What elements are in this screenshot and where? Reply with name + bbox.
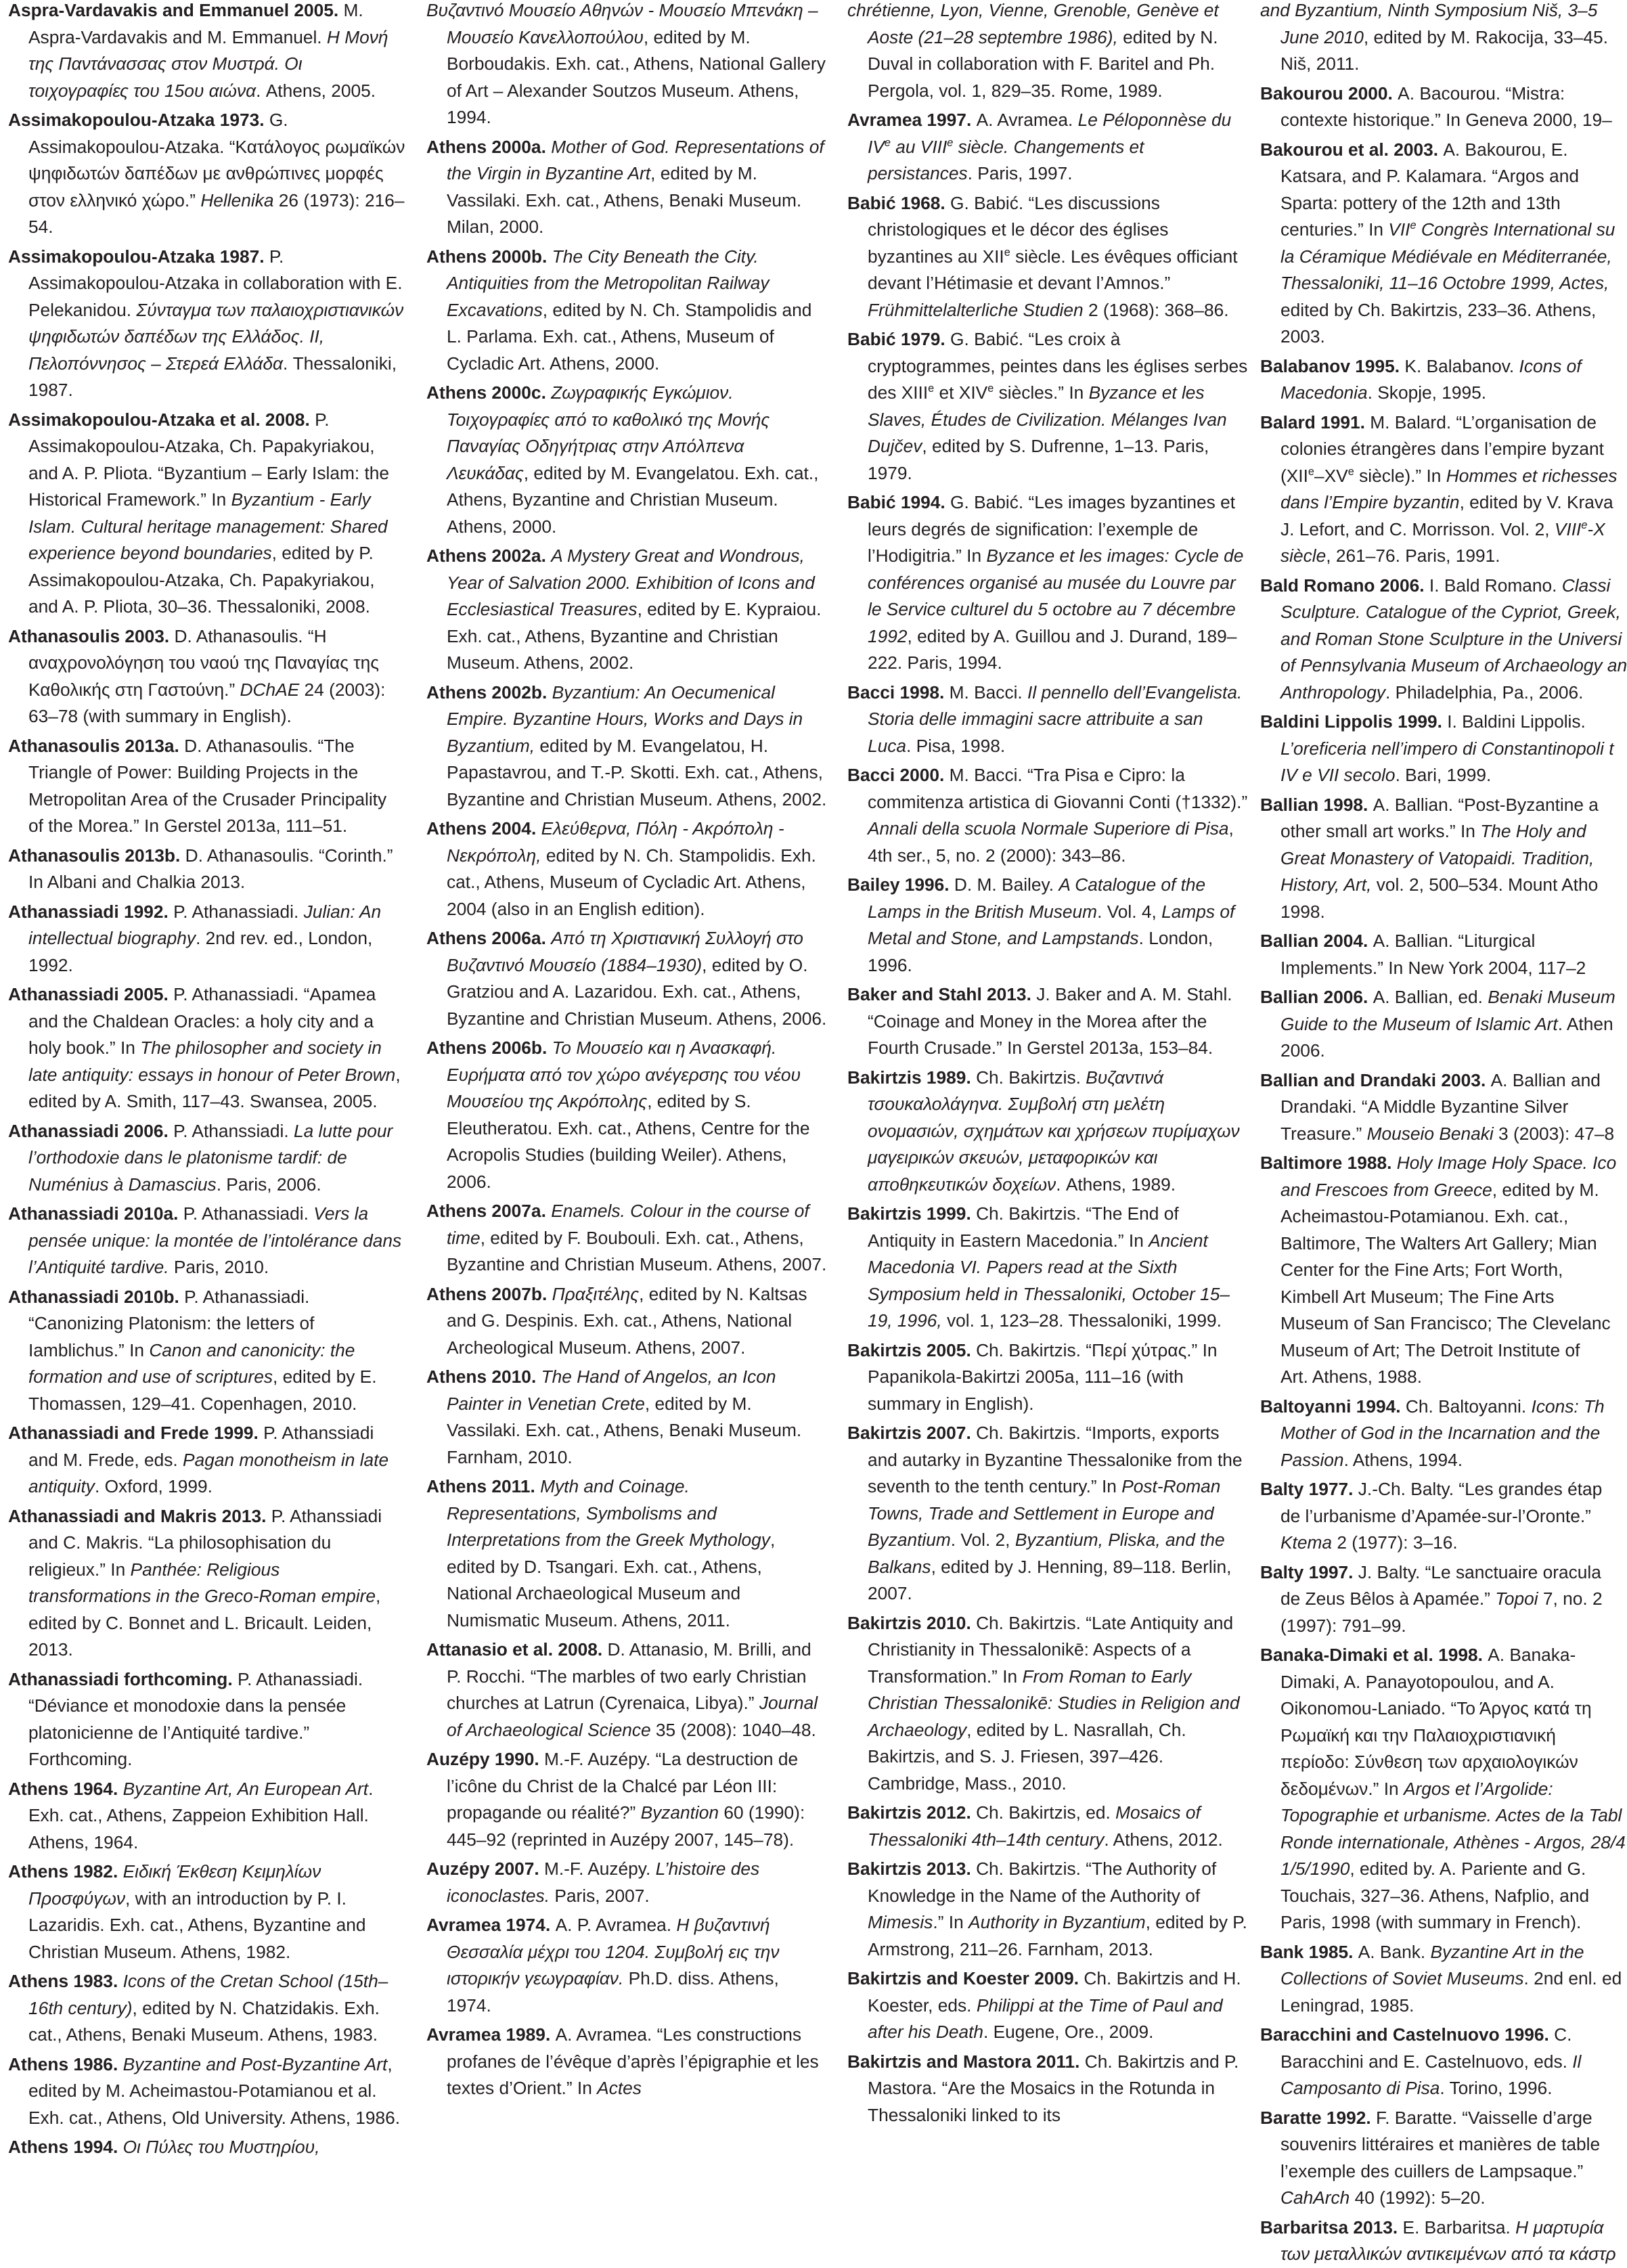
entry-key: Athens 2006a <box>426 928 541 948</box>
bibliography-entry: Bakourou et al. 2003. A. Bakourou, E. Katsara, and P. Kalamara. “Argos and Sparta: pottery of the 12th and 13th centuries.” In VIIe Congrès International su la Céramique Médiévale en Méditerranée, Thessaloniki, 11–16 Octobre 1999, Actes, edited by Ch. Bakirtzis, 233–36. Athens, 2003. <box>1260 139 1615 347</box>
entry-text: D. Athanasoulis. “Η αναχρονολόγηση του ναού της Παναγίας της Καθολικής στη Γαστούνη.” DChAE 24 (2003): 63–78 (with summary in English). <box>28 625 386 726</box>
bibliography-entry: Assimakopoulou-Atzaka 1987. P. Assimakopoulou-Atzaka in collaboration with E. Pelekanidou. Σύνταγμα των παλαιοχριστιανικών ψηφιδωτών δαπέδων της Ελλάδος. ΙΙ, Πελοπόννησος – Στερεά Ελλάδα. Thessaloniki, 1987. <box>8 246 404 400</box>
bibliography-entry: Athanasoulis 2013b. D. Athanasoulis. “Corinth.” In Albani and Chalkia 2013. <box>8 845 393 892</box>
entry-key: Bakirtzis 2013 <box>847 1859 966 1879</box>
entry-key: Avramea 1989 <box>426 2024 545 2045</box>
entry-text: P. Athanassiadi. Vers la pensée unique: la montée de l’intolérance dans l’Antiquité tardive. Paris, 2010. <box>28 1203 402 1277</box>
entry-key: Athens 2004 <box>426 818 531 839</box>
entry-text: Enamels. Colour in the course of time, edited by F. Boubouli. Exh. cat., Athens, Byzantine and Christian Museum. Athens, 2007. <box>447 1201 827 1274</box>
entry-key: Bakirtzis 1999 <box>847 1203 966 1224</box>
entry-text: G. Babić. “Les croix à cryptogrammes, peintes dans les églises serbes des XIIIe et XIVe siècles.” In Byzance et les Slaves, Études de Civilization. Mélanges Ivan Dujčev, edited by S. Dufrenne, 1–13. Paris, 1979. <box>868 329 1248 483</box>
entry-key: Athens 2002b <box>426 682 542 703</box>
entry-key: Baracchini and Castelnuovo 1996 <box>1260 2024 1544 2045</box>
bibliography-entry: Bald Romano 2006. I. Bald Romano. Classi Sculpture. Catalogue of the Cypriot, Greek, and Roman Stone Sculpture in the Universi of Pennsylvania Museum of Archaeology an Anthropology. Philadelphia, Pa., 2006. <box>1260 575 1627 703</box>
bibliography-entry: Balty 1997. J. Balty. “Le sanctuaire oracula de Zeus Bêlos à Apamée.” Topoi 7, no. 2 (1997): 791–99. <box>1260 1561 1603 1636</box>
bibliography-entry: Bank 1985. A. Bank. Byzantine Art in the Collections of Soviet Museums. 2nd enl. ed Leningrad, 1985. <box>1260 1941 1622 2016</box>
bibliography-entry: Bakirtzis and Koester 2009. Ch. Bakirtzis and H. Koester, eds. Philippi at the Time of Paul and after his Death. Eugene, Ore., 2009. <box>847 1968 1241 2042</box>
entry-text: Πραξιτέλης, edited by N. Kaltsas and G. Despinis. Exh. cat., Athens, National Archeological Museum. Athens, 2007. <box>447 1283 807 1358</box>
entry-text: Holy Image Holy Space. Ico and Frescoes from Greece, edited by M. Acheimastou-Potamianou. Exh. cat., Baltimore, The Walters Art Gallery; Mian Center for the Fine Arts; Fort Worth, Kimbell Art Museum; The Fine Arts Museum of San Francisco; The Clevelanc Museum of Art; The Detroit Institute of Art. Athens, 1988. <box>1280 1153 1617 1387</box>
entry-text: D. Athanasoulis. “Corinth.” In Albani and Chalkia 2013. <box>28 845 393 892</box>
entry-text: Byzantine and Post-Byzantine Art, edited by M. Acheimastou-Potamianou et al. Exh. cat., Athens, Old University. Athens, 1986. <box>28 2053 401 2128</box>
bibliography-entry: Athanassiadi 2006. P. Athanssiadi. La lutte pour l’orthodoxie dans le platonisme tardif: de Numénius à Damascius. Paris, 2006. <box>8 1120 393 1195</box>
bibliography-entry: Athens 1994. Οι Πύλες του Μυστηρίου, <box>8 2137 320 2157</box>
bibliography-entry: Bakirtzis 1989. Ch. Bakirtzis. Βυζαντινά τσουκαλολάγηνα. Συμβολή στη μελέτη ονομασιών, σχημάτων και χρήσεων πυρίμαχων μαγειρικών σκευών, μεταφορικών και αποθηκευτικών δοχείων. Athens, 1989. <box>847 1067 1240 1195</box>
bibliography-entry: Baldini Lippolis 1999. I. Baldini Lippolis. L’oreficeria nell’impero di Constantinopoli t IV e VII secolo. Bari, 1999. <box>1260 711 1614 785</box>
bibliography-entry: Baracchini and Castelnuovo 1996. C. Baracchini and E. Castelnuovo, eds. Il Camposanto di Pisa. Torino, 1996. <box>1260 2024 1582 2098</box>
entry-text: The Hand of Angelos, an Icon Painter in Venetian Crete, edited by M. Vassilaki. Exh. cat., Athens, Benaki Museum. Farnham, 2010. <box>447 1366 802 1467</box>
entry-key: Aspra-Vardavakis and Emmanuel 2005 <box>8 0 334 20</box>
bibliography-entry: Baltimore 1988. Holy Image Holy Space. Ico and Frescoes from Greece, edited by M. Acheimastou-Potamianou. Exh. cat., Baltimore, The Walters Art Gallery; Mian Center for the Fine Arts; Fort Worth, Kimbell Art Museum; The Fine Arts Museum of San Francisco; The Clevelanc Museum of Art; The Detroit Institute of Art. Athens, 1988. <box>1260 1153 1617 1387</box>
bibliography-entry: Athens 1982. Ειδική Έκθεση Κειμηλίων Προσφύγων, with an introduction by P. I. Lazaridis. Exh. cat., Athens, Byzantine and Christian Museum. Athens, 1982. <box>8 1861 366 1962</box>
entry-key: Bacci 2000 <box>847 765 939 785</box>
entry-key: Ballian 2006 <box>1260 987 1364 1007</box>
entry-key: Balabanov 1995 <box>1260 355 1395 376</box>
entry-text: Από τη Χριστιανική Συλλογή στο Βυζαντινό Μουσείο (1884–1930), edited by O. Gratziou and A. Lazaridou. Exh. cat., Athens, Byzantine and Christian Museum. Athens, 2006. <box>447 928 827 1029</box>
bibliography-entry: Babić 1994. G. Babić. “Les images byzantines et leurs degrés de signification: l’exemple de l’Hodigitria.” In Byzance et les images: Cycle de conférences organisé au musée du Louvre par le Service culturel du 5 octobre au 7 décembre 1992, edited by A. Guillou and J. Durand, 189–222. Paris, 1994. <box>847 492 1244 673</box>
entry-key: Bakirtzis 1989 <box>847 1067 966 1088</box>
bibliography-entry: Baratte 1992. F. Baratte. “Vaisselle d’arge souvenirs littéraires et manières de table l’exemple des cuillers de Lampsaque.” CahArch 40 (1992): 5–20. <box>1260 2107 1601 2208</box>
bibliography-entry: Baker and Stahl 2013. J. Baker and A. M. Stahl. “Coinage and Money in the Morea after the Fourth Crusade.” In Gerstel 2013a, 153–84. <box>847 984 1232 1058</box>
entry-text: Ch. Bakirtzis and P. Mastora. “Are the Mosaics in the Rotunda in Thessaloniki linked to its <box>868 2051 1239 2125</box>
entry-text: I. Baldini Lippolis. L’oreficeria nell’impero di Constantinopoli t IV e VII secolo. Bari, 1999. <box>1280 711 1614 785</box>
entry-key: Bakirtzis and Koester 2009 <box>847 1968 1074 1988</box>
entry-text: G. Babić. “Les discussions christologiques et le décor des églises byzantines au XIIe siècle. Les évêques officiant devant l’Hétimasie et devant l’Amnos.” Frühmittelalterliche Studien 2 (1968): 368–86. <box>868 192 1238 320</box>
entry-key: Babić 1968 <box>847 192 941 213</box>
entry-text: Ch. Bakirtzis. “Late Antiquity and Christianity in Thessalonikē: Aspects of a Transformation.” In From Roman to Early Christian Thessalonikē: Studies in Religion and Archaeology, edited by L. Nasrallah, Ch. Bakirtzis, and S. J. Friesen, 397–426. Cambridge, Mass., 2010. <box>868 1612 1240 1794</box>
bibliography-entry: Assimakopoulou-Atzaka et al. 2008. P. Assimakopoulou-Atzaka, Ch. Papakyriakou, and A. P. Pliota. “Byzantium – Early Islam: the Historical Framework.” In Byzantium - Early Islam. Cultural heritage management: Shared experience beyond boundaries, edited by P. Assimakopoulou-Atzaka, Ch. Papakyriakou, and A. P. Pliota, 30–36. Thessaloniki, 2008. <box>8 409 390 617</box>
entry-key: Assimakopoulou-Atzaka et al. 2008 <box>8 409 305 430</box>
bibliography-entry: Avramea 1989. A. Avramea. “Les constructions profanes de l’évêque d’après l’épigraphie et les textes d’Orient.” In Actes <box>426 2024 819 2098</box>
entry-text: A. Bacourou. “Mistra: contexte historique.” In Geneva 2000, 19– <box>1280 83 1612 130</box>
bibliography-entry: Bakirtzis 2010. Ch. Bakirtzis. “Late Antiquity and Christianity in Thessalonikē: Aspects of a Transformation.” In From Roman to Early Christian Thessalonikē: Studies in Religion and Archaeology, edited by L. Nasrallah, Ch. Bakirtzis, and S. J. Friesen, 397–426. Cambridge, Mass., 2010. <box>847 1612 1240 1794</box>
bibliography-entry <box>426 0 827 131</box>
entry-text: J. Balty. “Le sanctuaire oracula de Zeus Bêlos à Apamée.” Topoi 7, no. 2 (1997): 791–99. <box>1280 1561 1603 1636</box>
entry-text: M. Aspra-Vardavakis and M. Emmanuel. Η Μονή της Παντάνασσας στον Μυστρά. Οι τοιχογραφίες του 15ου αιώνα. Athens, 2005. <box>28 0 388 101</box>
entry-key: Athens 1982 <box>8 1861 113 1882</box>
bibliography-entry: Auzépy 1990. M.-F. Auzépy. “La destruction de l’icône du Christ de la Chalcé par Léon III: propagande ou réalité?” Byzantion 60 (1990): 445–92 (reprinted in Auzépy 2007, 145–78). <box>426 1749 805 1850</box>
entry-key: Bakirtzis 2012 <box>847 1802 966 1823</box>
bibliography-entry: Athanassiadi 2005. P. Athanassiadi. “Apamea and the Chaldean Oracles: a holy city and a holy book.” In The philosopher and society in late antiquity: essays in honour of Peter Brown, edited by A. Smith, 117–43. Swansea, 2005. <box>8 984 401 1111</box>
bibliography-entry: Athens 1986. Byzantine and Post-Byzantine Art, edited by M. Acheimastou-Potamianou et al. Exh. cat., Athens, Old University. Athens, 1986. <box>8 2053 401 2128</box>
bibliography-entry: Athens 1983. Icons of the Cretan School (15th–16th century), edited by N. Chatzidakis. Exh. cat., Athens, Benaki Museum. Athens, 1983. <box>8 1971 388 2045</box>
entry-text: A. Ballian. “Liturgical Implements.” In New York 2004, 117–2 <box>1280 931 1586 978</box>
entry-text: A. Ballian and Drandaki. “A Middle Byzantine Silver Treasure.” Mouseio Benaki 3 (2003): 47–8 <box>1280 1069 1615 1144</box>
bibliography-entry: Ballian 1998. A. Ballian. “Post-Byzantine a other small art works.” In The Holy and Great Monastery of Vatopaidi. Tradition, History, Art, vol. 2, 500–534. Mount Atho 1998. <box>1260 794 1599 922</box>
entry-key: Athens 2000b <box>426 246 542 267</box>
entry-key: Bakirtzis 2007 <box>847 1423 966 1443</box>
entry-key: Balard 1991 <box>1260 412 1360 432</box>
entry-text: J.-Ch. Balty. “Les grandes étap de l’urbanisme d’Apamée-sur-l’Oronte.” Ktema 2 (1977): 3–16. <box>1280 1479 1603 1553</box>
entry-key: Baratte 1992 <box>1260 2107 1366 2128</box>
entry-text: and Byzantium, Ninth Symposium Niš, 3–5 June 2010, edited by M. Rakocija, 33–45. Niš, 2011. <box>1260 0 1608 74</box>
entry-key: Athanasoulis 2003 <box>8 625 164 646</box>
entry-text: Ch. Bakirtzis. “Περί χύτρας.” In Papanikola-Bakirtzi 2005a, 111–16 (with summary in English). <box>868 1339 1218 1414</box>
bibliography-entry: Balty 1977. J.-Ch. Balty. “Les grandes étap de l’urbanisme d’Apamée-sur-l’Oronte.” Ktema 2 (1977): 3–16. <box>1260 1479 1603 1553</box>
entry-text: F. Baratte. “Vaisselle d’arge souvenirs littéraires et manières de table l’exemple des cuillers de Lampsaque.” CahArch 40 (1992): 5–20. <box>1280 2107 1601 2208</box>
entry-key: Babić 1979 <box>847 329 941 349</box>
entry-text: Byzantium: An Oecumenical Empire. Byzantine Hours, Works and Days in Byzantium, edited by M. Evangelatou, H. Papastavrou, and T.-P. Skotti. Exh. cat., Athens, Byzantine and Christian Museum. Athens, 2002. <box>447 682 827 809</box>
entry-text: A. P. Avramea. Η βυζαντινή Θεσσαλία μέχρι του 1204. Συμβολή εις την ιστορικήν γεωγραφίαν. Ph.D. diss. Athens, 1974. <box>447 1915 780 2016</box>
entry-text: P. Athanssiadi and M. Frede, eds. Pagan monotheism in late antiquity. Oxford, 1999. <box>28 1423 389 1496</box>
bibliography-entry: Athens 2000c. Ζωγραφικής Εγκώμιον. Τοιχογραφίες από το καθολικό της Μονής Παναγίας Οδηγήτριας στην Απόλπενα Λευκάδας, edited by M. Evangelatou. Exh. cat., Athens, Byzantine and Christian Museum. Athens, 2000. <box>426 382 819 537</box>
bibliography-entry: Balabanov 1995. K. Balabanov. Icons of Macedonia. Skopje, 1995. <box>1260 355 1582 403</box>
entry-text: Ελεύθερνα, Πόλη - Ακρόπολη - Νεκρόπολη, edited by N. Ch. Stampolidis. Exh. cat., Athens, Museum of Cycladic Art. Athens, 2004 (also in an English edition). <box>447 818 816 919</box>
entry-text: The City Beneath the City. Antiquities from the Metropolitan Railway Excavations, edited by N. Ch. Stampolidis and L. Parlama. Exh. cat., Athens, Museum of Cycladic Art. Athens, 2000. <box>447 246 812 374</box>
entry-key: Athanassiadi 1992 <box>8 901 164 922</box>
entry-text: M. Bacci. “Tra Pisa e Cipro: la commitenza artistica di Giovanni Conti (†1332).” Annali della scuola Normale Superiore di Pisa, 4th ser., 5, no. 2 (2000): 343–86. <box>868 765 1248 866</box>
entry-key: Bald Romano 2006 <box>1260 575 1420 596</box>
bibliography-entry: Athens 2004. Ελεύθερνα, Πόλη - Ακρόπολη - Νεκρόπολη, edited by N. Ch. Stampolidis. Exh. cat., Athens, Museum of Cycladic Art. Athens, 2004 (also in an English edition). <box>426 818 816 919</box>
entry-key: Athens 1994 <box>8 2137 113 2157</box>
entry-key: Athens 2010 <box>426 1366 531 1387</box>
bibliography-entry: Athens 2011. Myth and Coinage. Representations, Symbolisms and Interpretations from the Greek Mythology, edited by D. Tsangari. Exh. cat., Athens, National Archaeological Museum and Numismatic Museum. Athens, 2011. <box>426 1476 776 1630</box>
entry-text: A Mystery Great and Wondrous, Year of Salvation 2000. Exhibition of Icons and Ecclesiastical Treasures, edited by E. Kypraiou. Exh. cat., Athens, Byzantine and Christian Museum. Athens, 2002. <box>447 546 822 673</box>
entry-key: Bacci 1998 <box>847 682 939 703</box>
bibliography-entry: Bacci 2000. M. Bacci. “Tra Pisa e Cipro: la commitenza artistica di Giovanni Conti (†1332).” Annali della scuola Normale Superiore di Pisa, 4th ser., 5, no. 2 (2000): 343–86. <box>847 765 1248 866</box>
entry-key: Ballian 2004 <box>1260 931 1364 951</box>
bibliography-entry: Athanassiadi 2010a. P. Athanassiadi. Vers la pensée unique: la montée de l’intolérance dans l’Antiquité tardive. Paris, 2010. <box>8 1203 402 1277</box>
bibliography-entry <box>1260 0 1618 78</box>
bibliography-entry: Bakirtzis 2005. Ch. Bakirtzis. “Περί χύτρας.” In Papanikola-Bakirtzi 2005a, 111–16 (with summary in English). <box>847 1339 1218 1414</box>
bibliography-entry: Bakirtzis 2012. Ch. Bakirtzis, ed. Mosaics of Thessaloniki 4th–14th century. Athens, 2012. <box>847 1802 1223 1850</box>
entry-key: Athens 2000c <box>426 382 541 403</box>
entry-key: Bailey 1996 <box>847 874 945 895</box>
entry-text: D. Attanasio, M. Brilli, and P. Rocchi. “The marbles of two early Christian churches at Latrun (Cyrenaica, Libya).” Journal of Archaeological Science 35 (2008): 1040–48. <box>447 1639 818 1740</box>
entry-text: chrétienne, Lyon, Vienne, Grenoble, Genève et Aoste (21–28 septembre 1986), edited by N. Duval in collaboration with F. Baritel and Ph. Pergola, vol. 1, 829–35. Rome, 1989. <box>847 0 1219 101</box>
entry-key: Auzépy 1990 <box>426 1749 535 1769</box>
entry-key: Athanassiadi 2005 <box>8 984 164 1004</box>
bibliography-entry: Bailey 1996. D. M. Bailey. A Catalogue of the Lamps in the British Museum. Vol. 4, Lamps of Metal and Stone, and Lampstands. London, 1996. <box>847 874 1235 975</box>
bibliography-entry: Athanassiadi 1992. P. Athanassiadi. Julian: An intellectual biography. 2nd rev. ed., London, 1992. <box>8 901 382 975</box>
entry-key: Babić 1994 <box>847 492 941 512</box>
entry-text: Ζωγραφικής Εγκώμιον. Τοιχογραφίες από το καθολικό της Μονής Παναγίας Οδηγήτριας στην Απόλπενα Λευκάδας, edited by M. Evangelatou. Exh. cat., Athens, Byzantine and Christian Museum. Athens, 2000. <box>447 382 819 537</box>
entry-key: Barbaritsa 2013 <box>1260 2217 1393 2238</box>
entry-text: Βυζαντινό Μουσείο Αθηνών - Μουσείο Μπενάκη – Μουσείο Κανελλοπούλου, edited by M. Borboudakis. Exh. cat., Athens, National Gallery of Art – Alexander Soutzos Museum. Athens, 1994. <box>426 0 826 127</box>
bibliography-entry: Athanasoulis 2013a. D. Athanasoulis. “The Triangle of Power: Building Projects in the Metropolitan Area of the Crusader Principality of the Morea.” In Gerstel 2013a, 111–51. <box>8 735 387 836</box>
bibliography-entry: Athens 1964. Byzantine Art, An European Art. Exh. cat., Athens, Zappeion Exhibition Hall. Athens, 1964. <box>8 1778 374 1852</box>
entry-key: Baker and Stahl 2013 <box>847 984 1027 1004</box>
entry-key: Athens 1986 <box>8 2053 113 2074</box>
entry-text: E. Barbaritsa. Η μαρτυρία των μεταλλικών αντικειμένων από τα κάστρ <box>1280 2217 1616 2264</box>
entry-text: Myth and Coinage. Representations, Symbolisms and Interpretations from the Greek Mythology, edited by D. Tsangari. Exh. cat., Athens, National Archaeological Museum and Numismatic Museum. Athens, 2011. <box>447 1476 776 1630</box>
entry-text: A. Avramea. Le Péloponnèse du IVe au VIIIe siècle. Changements et persistances. Paris, 1997. <box>868 110 1232 183</box>
entry-key: Athanassiadi 2010b <box>8 1286 175 1307</box>
bibliography-entry: Athens 2002b. Byzantium: An Oecumenical Empire. Byzantine Hours, Works and Days in Byzantium, edited by M. Evangelatou, H. Papastavrou, and T.-P. Skotti. Exh. cat., Athens, Byzantine and Christian Museum. Athens, 2002. <box>426 682 827 809</box>
entry-key: Baltoyanni 1994 <box>1260 1396 1396 1417</box>
bibliography-entry: Ballian and Drandaki 2003. A. Ballian and Drandaki. “A Middle Byzantine Silver Treasure.” Mouseio Benaki 3 (2003): 47–8 <box>1260 1069 1615 1144</box>
entry-key: Athens 2007a <box>426 1201 541 1221</box>
entry-text: Ch. Bakirtzis, ed. Mosaics of Thessaloniki 4th–14th century. Athens, 2012. <box>868 1802 1223 1850</box>
bibliography-entry: Athanassiadi and Frede 1999. P. Athanssiadi and M. Frede, eds. Pagan monotheism in late antiquity. Oxford, 1999. <box>8 1423 389 1496</box>
bibliography-entry: Athanasoulis 2003. D. Athanasoulis. “Η αναχρονολόγηση του ναού της Παναγίας της Καθολικής στη Γαστούνη.” DChAE 24 (2003): 63–78 (with summary in English). <box>8 625 386 726</box>
entry-text: P. Athanassiadi. Julian: An intellectual biography. 2nd rev. ed., London, 1992. <box>28 901 382 975</box>
entry-key: Athens 2007b <box>426 1283 542 1304</box>
entry-text: Ch. Bakirtzis. “The Authority of Knowledge in the Name of the Authority of Mimesis.” In Authority in Byzantium, edited by P. Armstrong, 211–26. Farnham, 2013. <box>868 1859 1247 1959</box>
entry-key: Bakirtzis 2005 <box>847 1339 966 1360</box>
entry-text: Byzantine Art, An European Art. Exh. cat., Athens, Zappeion Exhibition Hall. Athens, 1964. <box>28 1778 374 1852</box>
entry-key: Ballian 1998 <box>1260 794 1364 815</box>
bibliography-column-1 <box>8 0 406 2231</box>
entry-key: Assimakopoulou-Atzaka 1973 <box>8 110 260 130</box>
entry-text: G. Babić. “Les images byzantines et leurs degrés de signification: l’exemple de l’Hodigitria.” In Byzance et les images: Cycle de conférences organisé au musée du Louvre par le Service culturel du 5 octobre au 7 décembre 1992, edited by A. Guillou and J. Durand, 189–222. Paris, 1994. <box>868 492 1244 673</box>
bibliography-entry: Attanasio et al. 2008. D. Attanasio, M. Brilli, and P. Rocchi. “The marbles of two early Christian churches at Latrun (Cyrenaica, Libya).” Journal of Archaeological Science 35 (2008): 1040–48. <box>426 1639 818 1740</box>
entry-text: D. Athanasoulis. “The Triangle of Power: Building Projects in the Metropolitan Area of the Crusader Principality of the Morea.” In Gerstel 2013a, 111–51. <box>28 735 387 836</box>
entry-key: Athanassiadi and Frede 1999 <box>8 1423 254 1443</box>
bibliography-entry: Athens 2006b. Το Μουσείο και η Ανασκαφή. Ευρήματα από τον χώρο ανέγερσης του νέου Μουσείου της Ακρόπολης, edited by S. Eleutheratou. Exh. cat., Athens, Centre for the Acropolis Studies (building Weiler). Athens, 2006. <box>426 1038 810 1192</box>
entry-key: Bakirtzis 2010 <box>847 1612 966 1633</box>
entry-key: Baltimore 1988 <box>1260 1153 1387 1173</box>
entry-text: M.-F. Auzépy. L’histoire des iconoclastes. Paris, 2007. <box>447 1859 760 1906</box>
entry-text: A. Avramea. “Les constructions profanes de l’évêque d’après l’épigraphie et les textes d’Orient.” In Actes <box>447 2024 819 2098</box>
entry-text: J. Baker and A. M. Stahl. “Coinage and Money in the Morea after the Fourth Crusade.” In Gerstel 2013a, 153–84. <box>868 984 1232 1058</box>
bibliography-entry: Athens 2000b. The City Beneath the City. Antiquities from the Metropolitan Railway Excavations, edited by N. Ch. Stampolidis and L. Parlama. Exh. cat., Athens, Museum of Cycladic Art. Athens, 2000. <box>426 246 812 374</box>
entry-text: P. Athanssiadi and C. Makris. “La philosophisation du religieux.” In Panthée: Religious transformations in the Greco-Roman empire, edited by C. Bonnet and L. Bricault. Leiden, 2013. <box>28 1505 382 1660</box>
entry-text: P. Assimakopoulou-Atzaka in collaboration with E. Pelekanidou. Σύνταγμα των παλαιοχριστιανικών ψηφιδωτών δαπέδων της Ελλάδος. ΙΙ, Πελοπόννησος – Στερεά Ελλάδα. Thessaloniki, 1987. <box>28 246 404 400</box>
entry-key: Athanassiadi forthcoming <box>8 1668 228 1689</box>
entry-text: P. Athanassiadi. “Apamea and the Chaldean Oracles: a holy city and a holy book.” In The philosopher and society in late antiquity: essays in honour of Peter Brown, edited by A. Smith, 117–43. Swansea, 2005. <box>28 984 401 1111</box>
entry-text: I. Bald Romano. Classi Sculpture. Catalogue of the Cypriot, Greek, and Roman Stone Sculpture in the Universi of Pennsylvania Museum of Archaeology an Anthropology. Philadelphia, Pa., 2006. <box>1280 575 1627 703</box>
entry-text: A. Ballian, ed. Benaki Museum Guide to the Museum of Islamic Art. Athen 2006. <box>1280 987 1615 1061</box>
bibliography-entry: Athens 2010. The Hand of Angelos, an Icon Painter in Venetian Crete, edited by M. Vassilaki. Exh. cat., Athens, Benaki Museum. Farnham, 2010. <box>426 1366 802 1467</box>
entry-key: Athens 2006b <box>426 1038 542 1058</box>
entry-text: M. Bacci. Il pennello dell’Evangelista. Storia delle immagini sacre attribuite a san Luca. Pisa, 1998. <box>868 682 1243 756</box>
entry-text: C. Baracchini and E. Castelnuovo, eds. Il Camposanto di Pisa. Torino, 1996. <box>1280 2024 1582 2098</box>
entry-text: A. Bakourou, E. Katsara, and P. Kalamara. “Argos and Sparta: pottery of the 12th and 13th centuries.” In VIIe Congrès International su la Céramique Médiévale en Méditerranée, Thessaloniki, 11–16 Octobre 1999, Actes, edited by Ch. Bakirtzis, 233–36. Athens, 2003. <box>1280 139 1615 347</box>
entry-key: Avramea 1997 <box>847 110 966 130</box>
entry-key: Auzépy 2007 <box>426 1859 535 1879</box>
entry-text: Icons of the Cretan School (15th–16th century), edited by N. Chatzidakis. Exh. cat., Athens, Benaki Museum. Athens, 1983. <box>28 1971 388 2045</box>
bibliography-entry: Athens 2007b. Πραξιτέλης, edited by N. Kaltsas and G. Despinis. Exh. cat., Athens, National Archeological Museum. Athens, 2007. <box>426 1283 807 1358</box>
bibliography-entry: Baltoyanni 1994. Ch. Baltoyanni. Icons: Th Mother of God in the Incarnation and the Passion. Athens, 1994. <box>1260 1396 1605 1470</box>
entry-key: Athens 2000a <box>426 136 541 157</box>
entry-key: Athanassiadi and Makris 2013 <box>8 1505 262 1526</box>
entry-text: Ch. Bakirtzis. “Imports, exports and autarky in Byzantine Thessalonike from the seventh to the tenth century.” In Post-Roman Towns, Trade and Settlement in Europe and Byzantium. Vol. 2, Byzantium, Pliska, and the Balkans, edited by J. Henning, 89–118. Berlin, 2007. <box>868 1423 1243 1603</box>
bibliography-column-4 <box>1260 0 1627 2264</box>
bibliography-entry: Athens 2007a. Enamels. Colour in the course of time, edited by F. Boubouli. Exh. cat., Athens, Byzantine and Christian Museum. Athens, 2007. <box>426 1201 827 1274</box>
bibliography-entry: Athens 2000a. Mother of God. Representations of the Virgin in Byzantine Art, edited by M. Vassilaki. Exh. cat., Athens, Benaki Museum. Milan, 2000. <box>426 136 824 237</box>
entry-text: Mother of God. Representations of the Virgin in Byzantine Art, edited by M. Vassilaki. Exh. cat., Athens, Benaki Museum. Milan, 2000. <box>447 136 824 237</box>
bibliography-entry: Bakirtzis 2013. Ch. Bakirtzis. “The Authority of Knowledge in the Name of the Authority of Mimesis.” In Authority in Byzantium, edited by P. Armstrong, 211–26. Farnham, 2013. <box>847 1859 1247 1959</box>
entry-key: Athanasoulis 2013a <box>8 735 175 756</box>
entry-key: Bakourou 2000 <box>1260 83 1388 104</box>
entry-text: A. Ballian. “Post-Byzantine a other small art works.” In The Holy and Great Monastery of Vatopaidi. Tradition, History, Art, vol. 2, 500–534. Mount Atho 1998. <box>1280 794 1599 922</box>
entry-key: Athens 1983 <box>8 1971 113 1991</box>
entry-text: M. Balard. “L’organisation de colonies étrangères dans l’empire byzant (XIIe–XVe siècle).” In Hommes et richesses dans l’Empire byzantin, edited by V. Krava J. Lefort, and C. Morrisson. Vol. 2, VIIIe-X siècle, 261–76. Paris, 1991. <box>1280 412 1618 566</box>
bibliography-entry <box>847 0 1251 104</box>
entry-key: Attanasio et al. 2008 <box>426 1639 598 1660</box>
entry-text: K. Balabanov. Icons of Macedonia. Skopje, 1995. <box>1280 355 1582 403</box>
entry-key: Bank 1985 <box>1260 1941 1349 1962</box>
bibliography-entry: Balard 1991. M. Balard. “L’organisation de colonies étrangères dans l’empire byzant (XIIe–XVe siècle).” In Hommes et richesses dans l’Empire byzantin, edited by V. Krava J. Lefort, and C. Morrisson. Vol. 2, VIIIe-X siècle, 261–76. Paris, 1991. <box>1260 412 1618 566</box>
bibliography-entry: Avramea 1997. A. Avramea. Le Péloponnèse du IVe au VIIIe siècle. Changements et persistances. Paris, 1997. <box>847 110 1232 183</box>
entry-text: P. Assimakopoulou-Atzaka, Ch. Papakyriakou, and A. P. Pliota. “Byzantium – Early Islam: the Historical Framework.” In Byzantium - Early Islam. Cultural heritage management: Shared experience beyond boundaries, edited by P. Assimakopoulou-Atzaka, Ch. Papakyriakou, and A. P. Pliota, 30–36. Thessaloniki, 2008. <box>28 409 390 617</box>
bibliography-column-3 <box>847 0 1251 2231</box>
entry-key: Athens 1964 <box>8 1778 113 1799</box>
bibliography-entry: Bakirtzis 2007. Ch. Bakirtzis. “Imports, exports and autarky in Byzantine Thessalonike from the seventh to the tenth century.” In Post-Roman Towns, Trade and Settlement in Europe and Byzantium. Vol. 2, Byzantium, Pliska, and the Balkans, edited by J. Henning, 89–118. Berlin, 2007. <box>847 1423 1243 1603</box>
bibliography-entry: Babić 1968. G. Babić. “Les discussions christologiques et le décor des églises byzantines au XIIe siècle. Les évêques officiant devant l’Hétimasie et devant l’Amnos.” Frühmittelalterliche Studien 2 (1968): 368–86. <box>847 192 1238 320</box>
bibliography-entry: Banaka-Dimaki et al. 1998. A. Banaka- Dimaki, A. Panayotopoulou, and A. Oikonomou-Laniado. “Το Άργος κατά τη Ρωμαϊκή και την Παλαιοχριστιανική περίοδο: Σύνθεση των αρχαιολογικών δεδομένων.” In Argos et l’Argolide: Topographie et urbanisme. Actes de la Tabl Ronde internationale, Athènes - Argos, 28/4 1/5/1990, edited by. A. Pariente and G. Touchais, 327–36. Athens, Nafplio, and Paris, 1998 (with summary in French). <box>1260 1645 1626 1932</box>
bibliography-entry: Bakirtzis 1999. Ch. Bakirtzis. “The End of Antiquity in Eastern Macedonia.” In Ancient Macedonia VI. Papers read at the Sixth Symposium held in Thessaloniki, October 15–19, 1996, vol. 1, 123–28. Thessaloniki, 1999. <box>847 1203 1230 1331</box>
bibliography-entry: Avramea 1974. A. P. Avramea. Η βυζαντινή Θεσσαλία μέχρι του 1204. Συμβολή εις την ιστορικήν γεωγραφίαν. Ph.D. diss. Athens, 1974. <box>426 1915 780 2016</box>
bibliography-entry: Babić 1979. G. Babić. “Les croix à cryptogrammes, peintes dans les églises serbes des XIIIe et XIVe siècles.” In Byzance et les Slaves, Études de Civilization. Mélanges Ivan Dujčev, edited by S. Dufrenne, 1–13. Paris, 1979. <box>847 329 1248 483</box>
entry-key: Bakourou et al. 2003 <box>1260 139 1433 160</box>
entry-text: Οι Πύλες του Μυστηρίου, <box>122 2137 320 2157</box>
entry-text: Ch. Baltoyanni. Icons: Th Mother of God in the Incarnation and the Passion. Athens, 1994. <box>1280 1396 1605 1470</box>
entry-key: Banaka-Dimaki et al. 1998 <box>1260 1645 1478 1665</box>
bibliography-entry: Athanassiadi forthcoming. P. Athanassiadi. “Déviance et monodoxie dans la pensée platonicienne de l’Antiquité tardive.” Forthcoming. <box>8 1668 363 1769</box>
entry-text: P. Athanassiadi. “Canonizing Platonism: the letters of Iamblichus.” In Canon and canonicity: the formation and use of scriptures, edited by E. Thomassen, 129–41. Copenhagen, 2010. <box>28 1286 377 1414</box>
bibliography-entry: Aspra-Vardavakis and Emmanuel 2005. M. Aspra-Vardavakis and M. Emmanuel. Η Μονή της Παντάνασσας στον Μυστρά. Οι τοιχογραφίες του 15ου αιώνα. Athens, 2005. <box>8 0 388 101</box>
entry-text: D. M. Bailey. A Catalogue of the Lamps in the British Museum. Vol. 4, Lamps of Metal and Stone, and Lampstands. London, 1996. <box>868 874 1235 975</box>
entry-text: Ch. Bakirtzis and H. Koester, eds. Philippi at the Time of Paul and after his Death. Eugene, Ore., 2009. <box>868 1968 1241 2042</box>
entry-text: Το Μουσείο και η Ανασκαφή. Ευρήματα από τον χώρο ανέγερσης του νέου Μουσείου της Ακρόπολης, edited by S. Eleutheratou. Exh. cat., Athens, Centre for the Acropolis Studies (building Weiler). Athens, 2006. <box>447 1038 810 1192</box>
bibliography-entry: Auzépy 2007. M.-F. Auzépy. L’histoire des iconoclastes. Paris, 2007. <box>426 1859 760 1906</box>
entry-key: Athanassiadi 2010a <box>8 1203 174 1224</box>
entry-key: Assimakopoulou-Atzaka 1987 <box>8 246 260 267</box>
bibliography-entry: Athanassiadi and Makris 2013. P. Athanssiadi and C. Makris. “La philosophisation du religieux.” In Panthée: Religious transformations in the Greco-Roman empire, edited by C. Bonnet and L. Bricault. Leiden, 2013. <box>8 1505 382 1660</box>
bibliography-entry: Athanassiadi 2010b. P. Athanassiadi. “Canonizing Platonism: the letters of Iamblichus.” In Canon and canonicity: the formation and use of scriptures, edited by E. Thomassen, 129–41. Copenhagen, 2010. <box>8 1286 377 1414</box>
entry-text: A. Banaka- Dimaki, A. Panayotopoulou, and A. Oikonomou-Laniado. “Το Άργος κατά τη Ρωμαϊκή και την Παλαιοχριστιανική περίοδο: Σύνθεση των αρχαιολογικών δεδομένων.” In Argos et l’Argolide: Topographie et urbanisme. Actes de la Tabl Ronde internationale, Athènes - Argos, 28/4 1/5/1990, edited by. A. Pariente and G. Touchais, 327–36. Athens, Nafplio, and Paris, 1998 (with summary in French). <box>1280 1645 1626 1932</box>
entry-key: Athanassiadi 2006 <box>8 1120 164 1141</box>
bibliography-entry: Athens 2006a. Από τη Χριστιανική Συλλογή στο Βυζαντινό Μουσείο (1884–1930), edited by O. Gratziou and A. Lazaridou. Exh. cat., Athens, Byzantine and Christian Museum. Athens, 2006. <box>426 928 827 1029</box>
entry-text: Ch. Bakirtzis. Βυζαντινά τσουκαλολάγηνα. Συμβολή στη μελέτη ονομασιών, σχημάτων και χρήσεων πυρίμαχων μαγειρικών σκευών, μεταφορικών και αποθηκευτικών δοχείων. Athens, 1989. <box>868 1067 1240 1195</box>
bibliography-column-2 <box>426 0 827 2231</box>
bibliography-entry: Athens 2002a. A Mystery Great and Wondrous, Year of Salvation 2000. Exhibition of Icons and Ecclesiastical Treasures, edited by E. Kypraiou. Exh. cat., Athens, Byzantine and Christian Museum. Athens, 2002. <box>426 546 822 673</box>
entry-key: Avramea 1974 <box>426 1915 545 1935</box>
bibliography-entry: Bakirtzis and Mastora 2011. Ch. Bakirtzis and P. Mastora. “Are the Mosaics in the Rotunda in Thessaloniki linked to its <box>847 2051 1239 2125</box>
entry-key: Athens 2002a <box>426 546 541 566</box>
bibliography-entry: Bakourou 2000. A. Bacourou. “Mistra: contexte historique.” In Geneva 2000, 19– <box>1260 83 1612 130</box>
entry-text: Ειδική Έκθεση Κειμηλίων Προσφύγων, with an introduction by P. I. Lazaridis. Exh. cat., Athens, Byzantine and Christian Museum. Athens, 1982. <box>28 1861 366 1962</box>
entry-text: G. Assimakopoulou-Atzaka. “Κατάλογος ρωμαϊκών ψηφιδωτών δαπέδων με ανθρώπινες μορφές στον ελληνικό χώρο.” Hellenika 26 (1973): 216–54. <box>28 110 405 237</box>
entry-key: Balty 1997 <box>1260 1561 1349 1582</box>
entry-key: Balty 1977 <box>1260 1479 1349 1499</box>
entry-text: M.-F. Auzépy. “La destruction de l’icône du Christ de la Chalcé par Léon III: propagande ou réalité?” Byzantion 60 (1990): 445–92 (reprinted in Auzépy 2007, 145–78). <box>447 1749 805 1850</box>
entry-text: A. Bank. Byzantine Art in the Collections of Soviet Museums. 2nd enl. ed Leningrad, 1985. <box>1280 1941 1622 2016</box>
entry-key: Bakirtzis and Mastora 2011 <box>847 2051 1075 2072</box>
entry-text: Ch. Bakirtzis. “The End of Antiquity in Eastern Macedonia.” In Ancient Macedonia VI. Papers read at the Sixth Symposium held in Thessaloniki, October 15–19, 1996, vol. 1, 123–28. Thessaloniki, 1999. <box>868 1203 1230 1331</box>
entry-text: P. Athanassiadi. “Déviance et monodoxie dans la pensée platonicienne de l’Antiquité tardive.” Forthcoming. <box>28 1668 363 1769</box>
entry-key: Ballian and Drandaki 2003 <box>1260 1069 1481 1090</box>
bibliography-entry: Bacci 1998. M. Bacci. Il pennello dell’Evangelista. Storia delle immagini sacre attribuite a san Luca. Pisa, 1998. <box>847 682 1243 756</box>
entry-text: P. Athanssiadi. La lutte pour l’orthodoxie dans le platonisme tardif: de Numénius à Damascius. Paris, 2006. <box>28 1120 393 1195</box>
entry-key: Athens 2011 <box>426 1476 531 1496</box>
bibliography-entry: Ballian 2004. A. Ballian. “Liturgical Implements.” In New York 2004, 117–2 <box>1260 931 1586 978</box>
bibliography-entry: Ballian 2006. A. Ballian, ed. Benaki Museum Guide to the Museum of Islamic Art. Athen 2006. <box>1260 987 1615 1061</box>
entry-key: Baldini Lippolis 1999 <box>1260 711 1437 732</box>
bibliography-entry: Barbaritsa 2013. E. Barbaritsa. Η μαρτυρία των μεταλλικών αντικειμένων από τα κάστρ <box>1260 2217 1616 2264</box>
bibliography-entry: Assimakopoulou-Atzaka 1973. G. Assimakopoulou-Atzaka. “Κατάλογος ρωμαϊκών ψηφιδωτών δαπέδων με ανθρώπινες μορφές στον ελληνικό χώρο.” Hellenika 26 (1973): 216–54. <box>8 110 405 237</box>
entry-key: Athanasoulis 2013b <box>8 845 175 866</box>
